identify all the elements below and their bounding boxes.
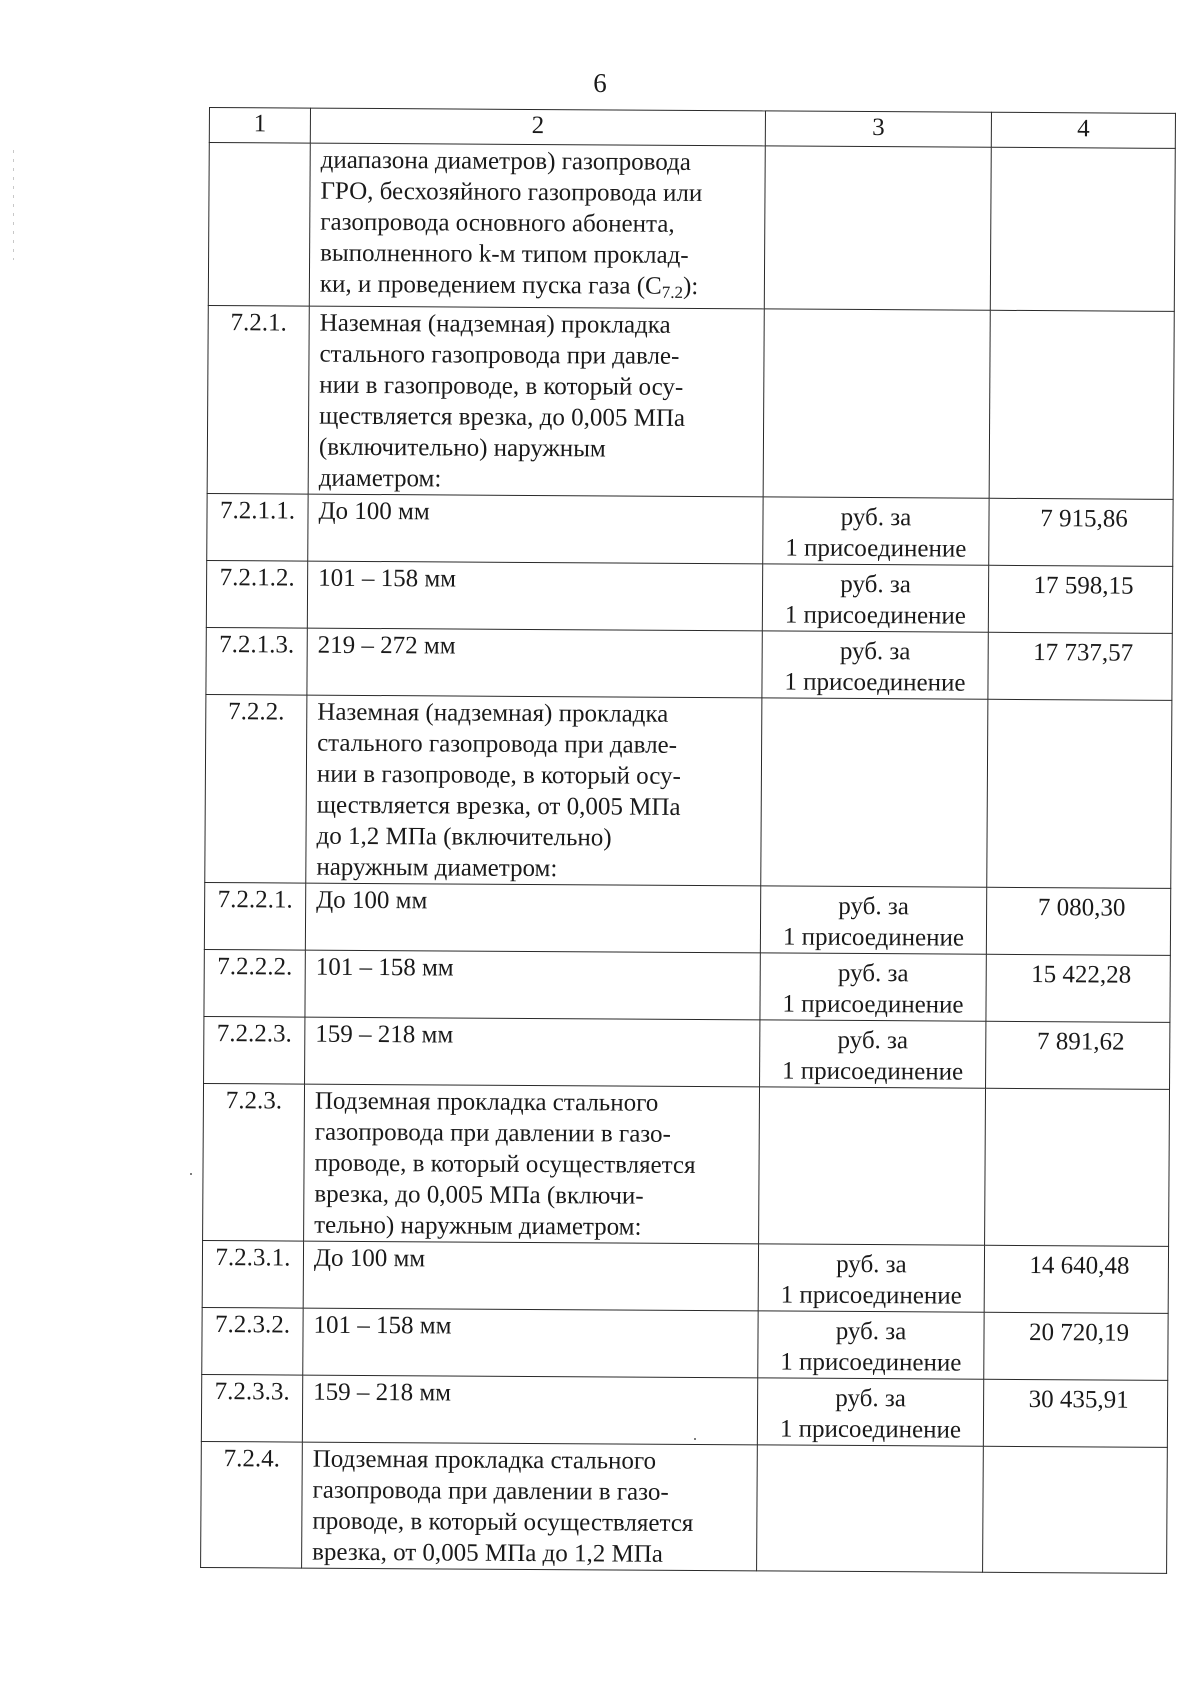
description-line (320, 207, 758, 241)
description-text: проводе, в который осуществляется (314, 1149, 696, 1179)
table-row (206, 560, 1172, 633)
description-text: Подземная прокладка стального (314, 1087, 659, 1117)
description-text: нии в газопроводе, в который осу- (316, 760, 681, 790)
item-description (305, 950, 760, 1020)
description-line (312, 1506, 750, 1540)
description-line (313, 1444, 751, 1478)
unit-of-measure (757, 1445, 984, 1572)
unit-line: 1 присоединение (784, 601, 967, 630)
description-text: ществляется врезка, до 0,005 МПа (319, 402, 686, 432)
description-line (318, 496, 756, 530)
description-text: газопровода при давлении в газо- (314, 1118, 671, 1148)
unit-line: руб. за (837, 959, 909, 988)
description-text: выполненного k-м типом проклад- (320, 239, 689, 269)
item-number: 7.2.1.2. (206, 560, 307, 628)
unit-of-measure (760, 886, 986, 954)
unit-line: руб. за (840, 503, 912, 532)
description-tail: ): (682, 272, 699, 300)
unit-of-measure (760, 1020, 986, 1088)
item-number: 7.2.1.1. (207, 493, 308, 561)
table-row (202, 1240, 1168, 1313)
unit-line: 1 присоединение (779, 1415, 962, 1444)
description-line (318, 630, 756, 664)
description-text: 101 – 158 мм (318, 564, 457, 593)
description-text: Подземная прокладка стального (312, 1445, 657, 1475)
unit-line: 1 присоединение (780, 1281, 962, 1310)
item-number: 7.2.3.2. (202, 1307, 303, 1375)
unit-of-measure (763, 497, 989, 565)
table-row (201, 1374, 1167, 1447)
description-line (320, 308, 758, 342)
item-description (307, 561, 762, 631)
table-row (207, 305, 1174, 499)
price-value: 7 080,30 (986, 887, 1170, 955)
description-text: 101 – 158 мм (313, 1311, 452, 1340)
description-text: нии в газопроводе, в который осу- (319, 371, 684, 401)
price-value: 14 640,48 (984, 1245, 1168, 1313)
item-number (208, 143, 310, 307)
unit-line: 1 присоединение (782, 923, 965, 952)
item-number: 7.2.2.3. (204, 1016, 305, 1084)
unit-of-measure (762, 564, 988, 632)
price-value (987, 699, 1172, 888)
price-value: 20 720,19 (984, 1312, 1168, 1380)
description-text: 101 – 158 мм (315, 953, 454, 982)
description-line (314, 1210, 752, 1244)
header-cell-2: 2 (310, 108, 765, 146)
description-line (319, 432, 757, 466)
item-description (305, 1017, 760, 1087)
description-text: 159 – 218 мм (313, 1378, 452, 1407)
table-row (204, 1016, 1170, 1089)
unit-of-measure (758, 1311, 984, 1379)
description-line (319, 339, 757, 373)
unit-line: руб. за (839, 637, 911, 666)
description-text: Наземная (надземная) прокладка (319, 309, 671, 339)
description-text: до 1,2 МПа (включительно) (316, 822, 612, 852)
unit-line: руб. за (835, 1384, 906, 1413)
item-number: 7.2.3. (203, 1083, 305, 1241)
table-row (207, 493, 1173, 566)
formula-subscript: 7.2 (661, 282, 684, 302)
description-text: проводе, в который осуществляется (312, 1507, 694, 1537)
description-text: ществляется врезка, от 0,005 МПа (316, 791, 681, 821)
description-line (315, 1019, 753, 1053)
price-value: 7 891,62 (986, 1021, 1170, 1089)
description-line (315, 1117, 753, 1151)
table-row (206, 627, 1172, 700)
item-number: 7.2.2.2. (204, 949, 305, 1017)
unit-of-measure (760, 953, 986, 1021)
price-value (989, 310, 1174, 499)
unit-line: 1 присоединение (782, 990, 964, 1019)
table-row (203, 1083, 1170, 1246)
description-line (313, 1377, 751, 1411)
description-text: диаметром: (318, 464, 442, 493)
item-number: 7.2.2.1. (204, 882, 305, 950)
description-line (314, 1148, 752, 1182)
description-line (315, 1086, 753, 1120)
description-line (312, 1475, 750, 1509)
header-cell-3: 3 (765, 111, 991, 147)
description-text: 159 – 218 мм (315, 1020, 454, 1049)
item-number: 7.2.1. (207, 305, 309, 494)
description-text: газопровода основного абонента, (320, 208, 675, 238)
unit-line: 1 присоединение (781, 1057, 964, 1086)
description-text: ки, и проведением пуска газа (С (319, 270, 662, 300)
price-value (990, 147, 1175, 311)
description-text: наружным диаметром: (316, 853, 558, 883)
price-value: 17 737,57 (988, 632, 1172, 700)
item-number: 7.2.1.3. (206, 627, 307, 695)
price-value: 15 422,28 (986, 954, 1170, 1022)
item-description (305, 883, 760, 953)
item-description (304, 1084, 760, 1244)
unit-line: руб. за (835, 1317, 907, 1346)
description-text: врезка, от 0,005 МПа до 1,2 МПа (312, 1538, 664, 1568)
description-text: До 100 мм (316, 886, 428, 915)
unit-of-measure (761, 698, 988, 887)
description-text: газопровода при давлении в газо- (312, 1476, 669, 1506)
item-description (302, 1375, 757, 1445)
description-line (320, 238, 758, 272)
description-text: (включительно) наружным (318, 433, 606, 463)
price-value: 30 435,91 (983, 1379, 1167, 1447)
description-line (321, 145, 759, 179)
header-cell-1: 1 (209, 108, 310, 144)
description-text: До 100 мм (313, 1244, 426, 1273)
table-row (204, 949, 1170, 1022)
description-text: ГРО, бесхозяйного газопровода или (320, 177, 703, 208)
unit-line: 1 присоединение (780, 1348, 962, 1377)
unit-line: руб. за (837, 1026, 909, 1055)
item-description (309, 143, 765, 309)
price-value: 17 598,15 (988, 565, 1172, 633)
page-number: 6 (593, 68, 607, 98)
scan-margin-mark (13, 150, 14, 260)
table-header-row (209, 108, 1175, 149)
description-line (317, 759, 755, 793)
table-row (202, 1307, 1168, 1380)
description-text: врезка, до 0,005 МПа (включи- (314, 1180, 644, 1210)
description-line (316, 885, 754, 919)
description-line (317, 728, 755, 762)
description-line (316, 952, 754, 986)
unit-of-measure (759, 1087, 986, 1245)
item-number: 7.2.3.3. (201, 1374, 302, 1442)
item-number: 7.2.2. (205, 694, 307, 883)
price-value: 7 915,86 (989, 498, 1173, 566)
description-text: До 100 мм (318, 497, 430, 526)
description-text: 219 – 272 мм (317, 631, 456, 660)
description-line (316, 821, 754, 855)
item-description (308, 494, 763, 564)
description-text: стального газопровода при давле- (319, 340, 680, 370)
item-description (303, 1241, 758, 1311)
description-text: диапазона диаметров) газопровода (320, 146, 691, 176)
description-line (312, 1537, 750, 1571)
description-line (314, 1179, 752, 1213)
table-body (201, 108, 1176, 1574)
unit-of-measure (762, 631, 988, 699)
description-text: Наземная (надземная) прокладка (317, 698, 669, 728)
tariff-table (200, 107, 1176, 1574)
unit-of-measure (763, 309, 990, 498)
scan-dot (190, 1173, 192, 1175)
description-line (319, 401, 757, 435)
unit-line: руб. за (838, 892, 909, 921)
unit-of-measure (758, 1244, 984, 1312)
price-value (983, 1446, 1168, 1573)
description-line (320, 269, 758, 309)
unit-line: 1 присоединение (784, 668, 966, 697)
table-row (205, 694, 1172, 888)
description-line (319, 370, 757, 404)
description-text: стального газопровода при давле- (317, 729, 678, 759)
item-description (306, 695, 762, 886)
price-value (985, 1088, 1170, 1246)
description-line (317, 697, 755, 731)
unit-line: руб. за (840, 570, 911, 599)
description-text: тельно) наружным диаметром: (314, 1211, 642, 1241)
table-row (208, 143, 1175, 312)
unit-of-measure (764, 146, 991, 310)
description-line (316, 852, 754, 886)
unit-line: руб. за (836, 1250, 907, 1279)
header-cell-4: 4 (991, 112, 1175, 148)
table-row (204, 882, 1170, 955)
description-line (319, 463, 757, 497)
item-description (302, 1442, 758, 1571)
item-number: 7.2.3.1. (202, 1240, 303, 1308)
item-number: 7.2.4. (201, 1441, 303, 1568)
item-description (307, 628, 762, 698)
description-line (320, 176, 758, 210)
table-row (201, 1441, 1168, 1573)
item-description (303, 1308, 758, 1378)
description-line (313, 1310, 751, 1344)
description-line (314, 1243, 752, 1277)
description-line (318, 563, 756, 597)
unit-line: 1 присоединение (785, 534, 967, 563)
description-line (317, 790, 755, 824)
item-description (308, 306, 764, 497)
unit-of-measure (757, 1378, 983, 1446)
